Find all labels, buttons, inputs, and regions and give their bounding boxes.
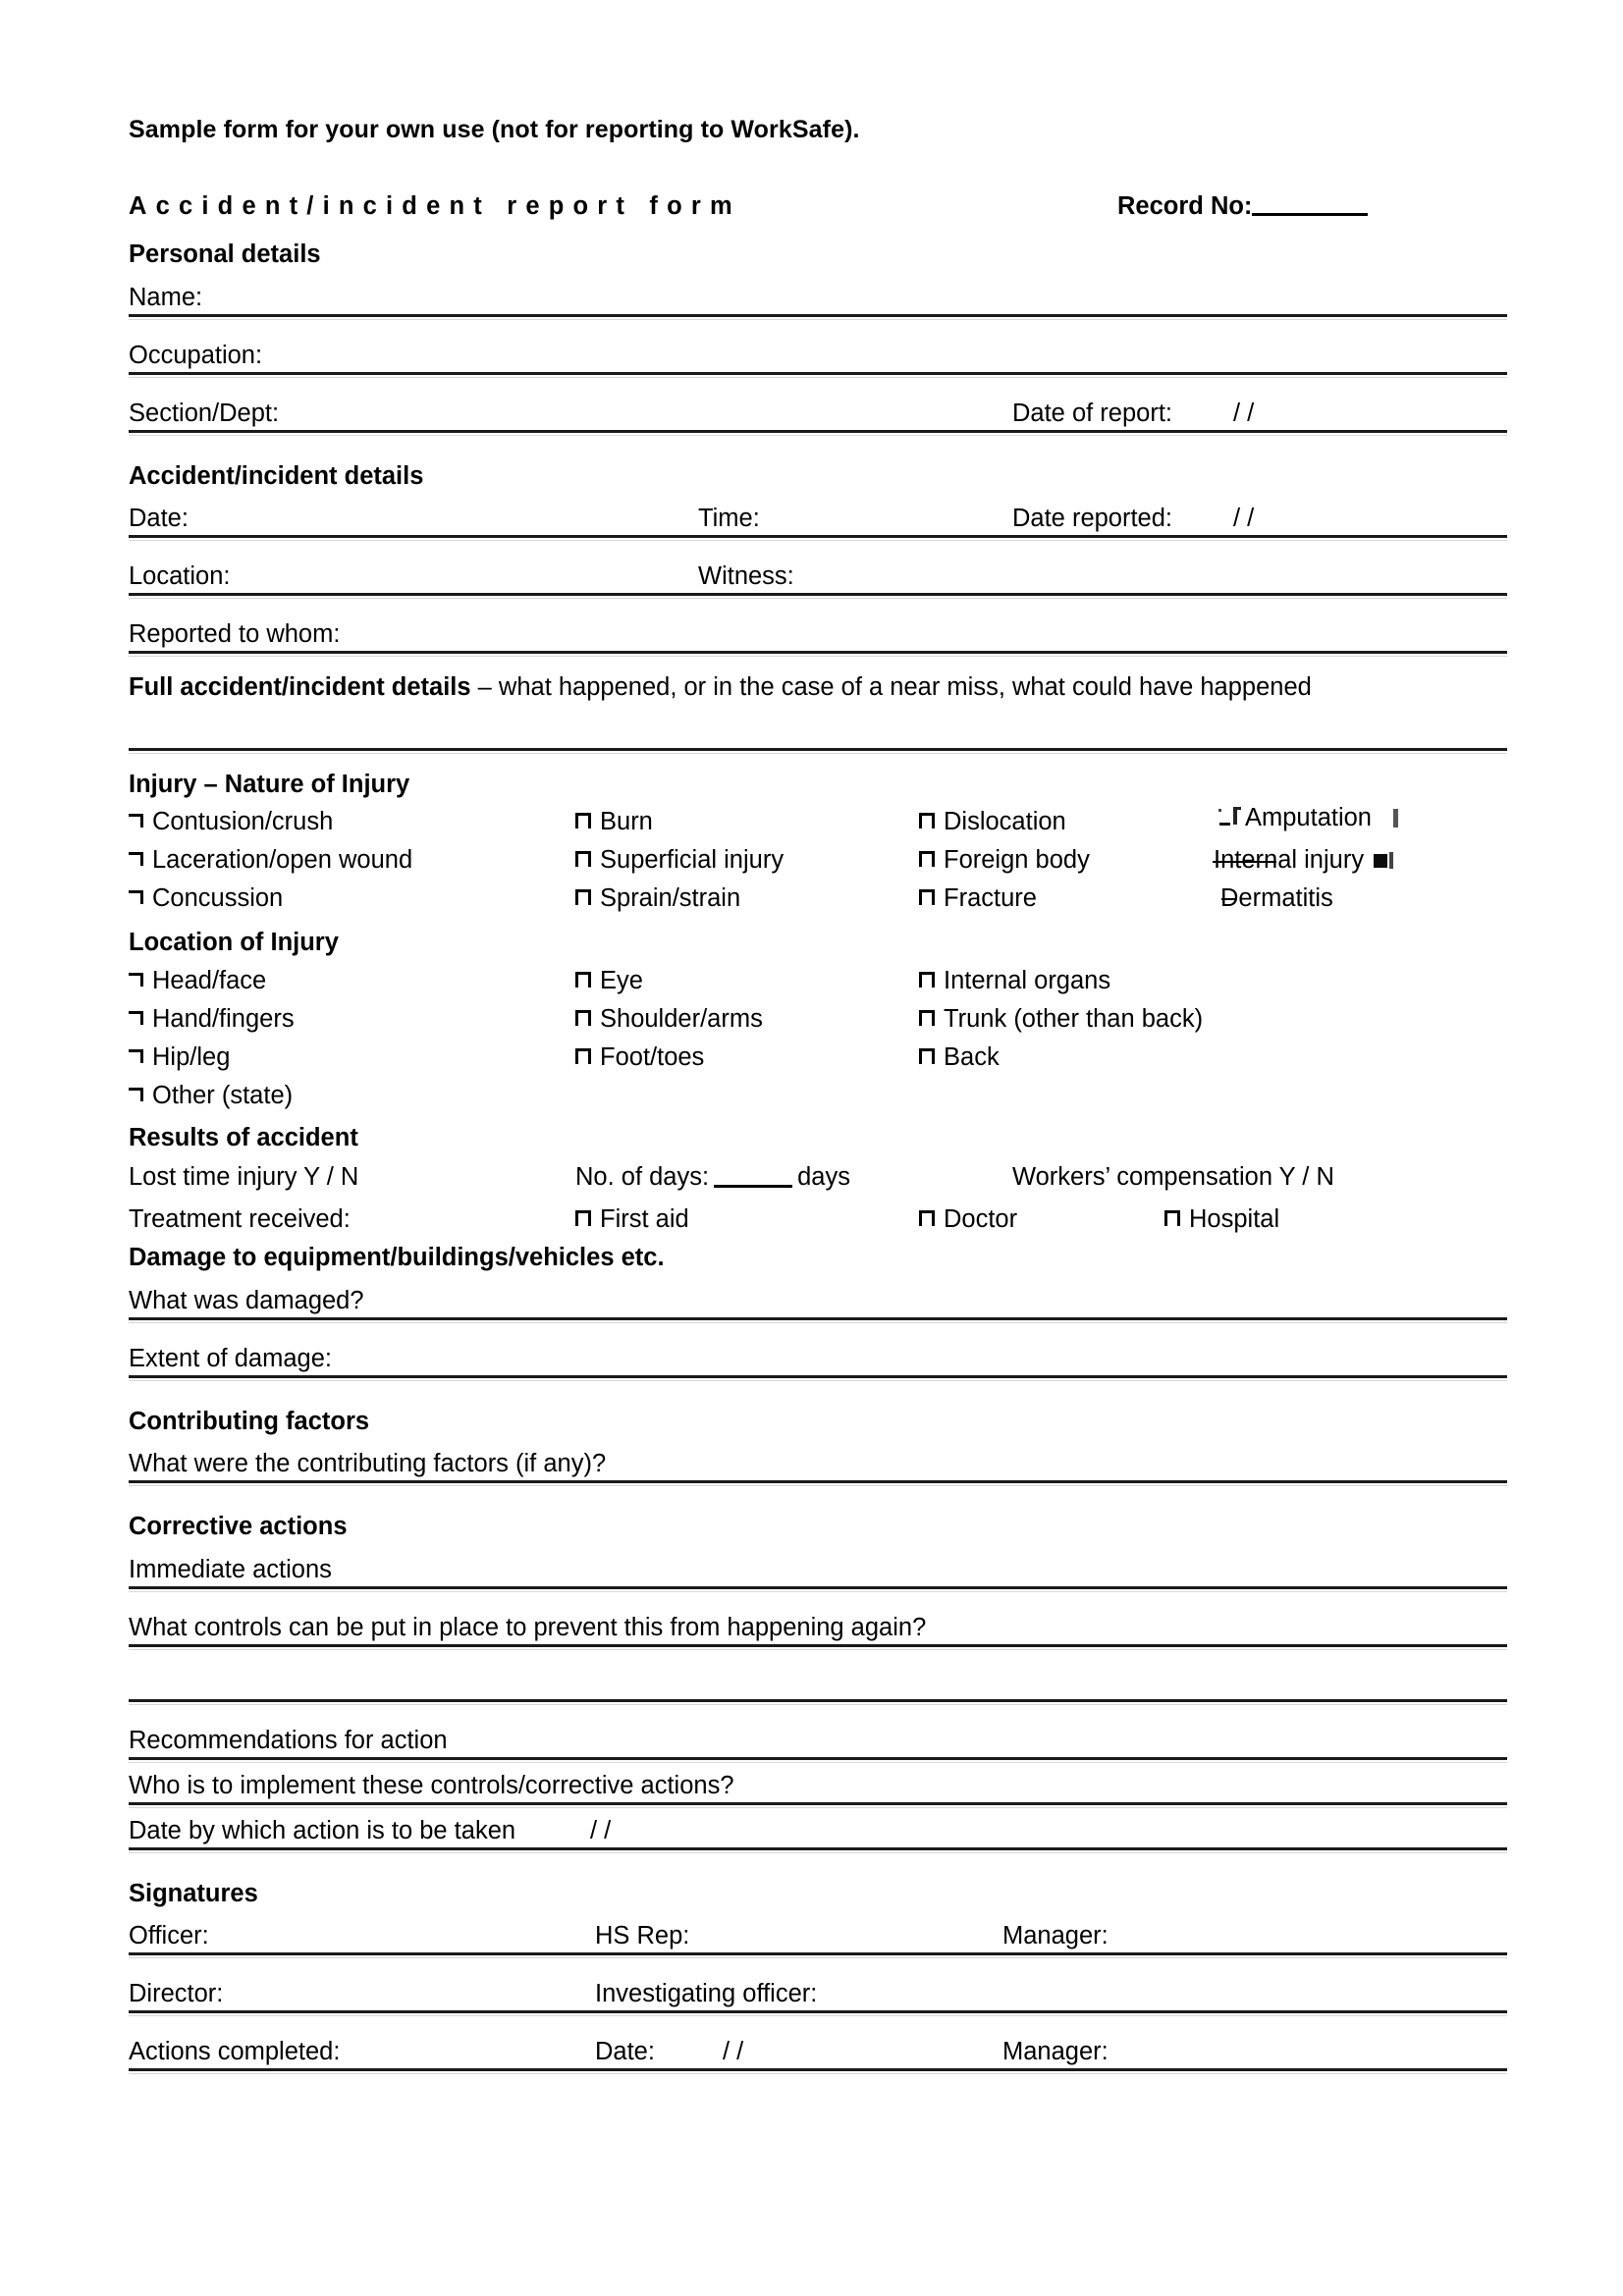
- signatures-row-1[interactable]: [129, 1919, 1507, 1955]
- checkbox-icon[interactable]: [919, 1048, 935, 1064]
- checkbox-internal-organs[interactable]: [919, 967, 1110, 995]
- location-witness-rule: [129, 593, 1507, 596]
- location-witness-field-row[interactable]: [129, 560, 1507, 596]
- corrective-actions-heading: Corrective actions: [129, 1513, 348, 1540]
- checkbox-label: Trunk (other than back): [944, 1004, 1204, 1033]
- extent-of-damage-row[interactable]: [129, 1342, 1507, 1378]
- checkbox-foot-toes[interactable]: [575, 1043, 704, 1072]
- location-label: Location:: [129, 562, 231, 590]
- location-of-injury-row-4: [129, 1082, 1507, 1120]
- checkbox-label: Dermatitis: [1220, 884, 1333, 912]
- nature-of-injury-row-2: [129, 846, 1507, 884]
- checkbox-head-face[interactable]: [129, 967, 266, 995]
- checkbox-sprain-strain[interactable]: [575, 884, 740, 913]
- reported-to-whom-field-row[interactable]: [129, 617, 1507, 654]
- checkbox-icon[interactable]: [129, 852, 143, 866]
- signatures-rule-3: [129, 2068, 1507, 2071]
- checkbox-label: Internal organs: [944, 966, 1111, 994]
- nature-of-injury-heading: Injury – Nature of Injury: [129, 770, 410, 798]
- accident-details-heading: Accident/incident details: [129, 461, 424, 490]
- glitched-checkbox-icon[interactable]: [1218, 807, 1243, 827]
- checkbox-hand-fingers[interactable]: [129, 1005, 295, 1034]
- checkbox-hospital[interactable]: [1164, 1205, 1279, 1234]
- signature-date-value[interactable]: / /: [723, 2038, 744, 2065]
- damage-heading: Damage to equipment/buildings/vehicles etc.: [129, 1244, 665, 1271]
- checkbox-icon[interactable]: [129, 1011, 143, 1025]
- checkbox-label: Amputation: [1245, 804, 1372, 831]
- checkbox-icon[interactable]: [919, 972, 935, 988]
- checkbox-label: Hand/fingers: [152, 1004, 295, 1033]
- checkbox-icon[interactable]: [919, 851, 935, 867]
- occupation-rule: [129, 372, 1507, 375]
- date-action-row[interactable]: [129, 1814, 1507, 1850]
- location-of-injury-row-2: [129, 1005, 1507, 1043]
- nature-of-injury-row-3: [129, 884, 1507, 923]
- checkbox-internal-injury[interactable]: [1214, 846, 1395, 875]
- name-rule: [129, 314, 1507, 317]
- occupation-field-row[interactable]: [129, 339, 1507, 375]
- checkbox-superficial-injury[interactable]: [575, 846, 784, 875]
- investigating-officer-label: Investigating officer:: [595, 1980, 818, 2007]
- extent-of-damage-label: Extent of damage:: [129, 1344, 332, 1372]
- controls-question-row[interactable]: [129, 1611, 1507, 1647]
- checkbox-label: Dislocation: [944, 808, 1066, 835]
- contributing-factors-heading: Contributing factors: [129, 1407, 370, 1435]
- recommendations-row[interactable]: [129, 1724, 1507, 1760]
- checkbox-icon[interactable]: [129, 973, 143, 987]
- days-suffix: days: [797, 1163, 850, 1191]
- section-dept-field-row[interactable]: [129, 397, 1507, 433]
- date-of-report-label: Date of report:: [1012, 399, 1172, 427]
- director-label: Director:: [129, 1980, 224, 2007]
- checkbox-label: Concussion: [152, 884, 284, 912]
- controls-question-label: What controls can be put in place to prevent this from happening again?: [129, 1613, 927, 1641]
- witness-label: Witness:: [698, 562, 794, 590]
- checkbox-label: Internal injury: [1214, 846, 1365, 874]
- full-details-prompt: [129, 675, 1507, 701]
- checkbox-trunk-other-than-back[interactable]: [919, 1005, 1203, 1034]
- form-content: [129, 116, 1507, 2071]
- checkbox-icon[interactable]: [919, 1010, 935, 1026]
- officer-label: Officer:: [129, 1922, 209, 1949]
- checkbox-dislocation[interactable]: [919, 808, 1066, 836]
- time-label: Time:: [698, 505, 760, 532]
- record-no-blank[interactable]: [1252, 213, 1368, 216]
- no-of-days-label: No. of days:: [575, 1163, 710, 1191]
- signatures-row-2[interactable]: [129, 1977, 1507, 2013]
- checkbox-hip-leg[interactable]: [129, 1043, 230, 1072]
- checkbox-amputation[interactable]: [1218, 804, 1398, 832]
- checkbox-icon[interactable]: [129, 1088, 143, 1101]
- hs-rep-label: HS Rep:: [595, 1922, 690, 1949]
- nature-of-injury-row-1: [129, 804, 1507, 846]
- date-action-rule: [129, 1847, 1507, 1850]
- checkbox-label: Doctor: [944, 1205, 1018, 1233]
- controls-write-area[interactable]: [129, 1647, 1507, 1699]
- immediate-actions-row[interactable]: [129, 1553, 1507, 1589]
- date-time-rule: [129, 535, 1507, 538]
- recommendations-rule: [129, 1757, 1507, 1760]
- controls-extra-rule: [129, 1699, 1507, 1702]
- results-of-accident-heading: Results of accident: [129, 1123, 358, 1151]
- date-reported-value[interactable]: / /: [1233, 505, 1255, 532]
- contributing-factors-row[interactable]: [129, 1447, 1507, 1483]
- location-of-injury-heading: Location of Injury: [129, 929, 339, 956]
- no-of-days-blank[interactable]: [714, 1185, 792, 1188]
- sample-form-note: Sample form for your own use (not for reporting to WorkSafe).: [129, 116, 860, 143]
- name-label: Name:: [129, 283, 203, 311]
- results-row-1: [129, 1163, 1507, 1205]
- checkbox-back[interactable]: [919, 1043, 1000, 1072]
- what-was-damaged-rule: [129, 1317, 1507, 1320]
- checkbox-label: Foreign body: [944, 846, 1090, 874]
- checkbox-label: Foot/toes: [600, 1042, 705, 1071]
- recommendations-label: Recommendations for action: [129, 1726, 448, 1754]
- checkbox-icon[interactable]: [129, 890, 143, 904]
- checkbox-other-state[interactable]: [129, 1082, 293, 1110]
- signatures-heading: Signatures: [129, 1879, 258, 1907]
- signatures-row-3[interactable]: [129, 2035, 1507, 2071]
- checkbox-laceration-open-wound[interactable]: [129, 846, 412, 875]
- name-field-row[interactable]: [129, 281, 1507, 317]
- checkbox-label: Head/face: [152, 966, 267, 994]
- lost-time-injury-field[interactable]: Lost time injury Y / N: [129, 1163, 359, 1191]
- checkbox-icon[interactable]: [575, 1048, 591, 1064]
- checkbox-label: Shoulder/arms: [600, 1004, 763, 1033]
- date-of-report-value[interactable]: / /: [1233, 399, 1255, 427]
- form-title: Accident/incident report form: [129, 192, 741, 220]
- who-implements-row[interactable]: [129, 1769, 1507, 1805]
- date-label: Date:: [129, 505, 189, 532]
- checkbox-eye[interactable]: [575, 967, 643, 995]
- reported-to-whom-rule: [129, 651, 1507, 654]
- checkbox-icon[interactable]: [129, 1049, 143, 1063]
- manager2-label: Manager:: [1002, 2038, 1109, 2065]
- checkbox-contusion-crush[interactable]: [129, 808, 333, 836]
- checkbox-icon[interactable]: [129, 814, 143, 828]
- treatment-received-label: Treatment received:: [129, 1205, 351, 1233]
- checkbox-label: First aid: [600, 1205, 689, 1233]
- checkbox-first-aid[interactable]: [575, 1205, 689, 1234]
- checkbox-label: Laceration/open wound: [152, 846, 413, 874]
- what-was-damaged-label: What was damaged?: [129, 1286, 364, 1314]
- checkbox-label: Hip/leg: [152, 1042, 231, 1071]
- glitched-checkbox-icon[interactable]: [1374, 852, 1395, 870]
- checkbox-icon[interactable]: [575, 1210, 591, 1226]
- results-row-2: [129, 1205, 1507, 1246]
- checkbox-icon[interactable]: [919, 813, 935, 828]
- checkbox-shoulder-arms[interactable]: [575, 1005, 763, 1034]
- immediate-actions-rule: [129, 1586, 1507, 1589]
- full-details-bold: Full accident/incident details: [129, 673, 471, 701]
- checkbox-label: Sprain/strain: [600, 884, 741, 912]
- reported-to-whom-label: Reported to whom:: [129, 620, 341, 648]
- personal-details-heading: Personal details: [129, 240, 321, 268]
- checkbox-icon[interactable]: [575, 813, 591, 828]
- immediate-actions-label: Immediate actions: [129, 1555, 332, 1583]
- contributing-factors-rule: [129, 1480, 1507, 1483]
- checkbox-burn[interactable]: [575, 808, 653, 836]
- signature-date-label: Date:: [595, 2038, 655, 2065]
- checkbox-label: Fracture: [944, 884, 1037, 912]
- checkbox-label: Contusion/crush: [152, 808, 334, 835]
- full-details-rest: – what happened, or in the case of a near miss, what could have happened: [470, 673, 1312, 701]
- full-details-rule: [129, 748, 1507, 751]
- date-time-field-row[interactable]: [129, 502, 1507, 538]
- checkbox-fracture[interactable]: [919, 884, 1037, 913]
- location-of-injury-row-1: [129, 967, 1507, 1005]
- manager-label: Manager:: [1002, 1922, 1109, 1949]
- checkbox-label: Superficial injury: [600, 846, 784, 874]
- section-dept-rule: [129, 430, 1507, 433]
- full-details-write-area[interactable]: [129, 701, 1507, 748]
- record-no-label: Record No:: [1117, 192, 1253, 220]
- signatures-rule-1: [129, 1952, 1507, 1955]
- checkbox-foreign-body[interactable]: [919, 846, 1090, 875]
- contributing-factors-question: What were the contributing factors (if any)?: [129, 1450, 607, 1477]
- section-dept-label: Section/Dept:: [129, 399, 280, 427]
- no-of-days-field[interactable]: [575, 1163, 850, 1192]
- checkbox-icon[interactable]: [575, 851, 591, 867]
- date-reported-label: Date reported:: [1012, 505, 1173, 532]
- date-action-value[interactable]: / /: [590, 1816, 612, 1844]
- checkbox-icon[interactable]: [575, 1010, 591, 1026]
- occupation-label: Occupation:: [129, 341, 263, 369]
- checkbox-icon[interactable]: [919, 1210, 935, 1226]
- who-implements-rule: [129, 1802, 1507, 1805]
- checkbox-label: Eye: [600, 966, 643, 994]
- checkbox-label: Hospital: [1189, 1205, 1280, 1233]
- checkbox-doctor[interactable]: [919, 1205, 1017, 1234]
- what-was-damaged-row[interactable]: [129, 1284, 1507, 1320]
- checkbox-icon[interactable]: [575, 972, 591, 988]
- controls-question-rule: [129, 1644, 1507, 1647]
- location-of-injury-row-3: [129, 1043, 1507, 1082]
- extent-of-damage-rule: [129, 1375, 1507, 1378]
- workers-compensation-field[interactable]: Workers’ compensation Y / N: [1012, 1163, 1334, 1191]
- checkbox-dermatitis[interactable]: [1220, 884, 1333, 913]
- checkbox-icon[interactable]: [919, 889, 935, 905]
- title-row: [129, 187, 1507, 221]
- glitch-artifact-icon: [1393, 809, 1398, 828]
- date-action-label: Date by which action is to be taken: [129, 1816, 516, 1844]
- actions-completed-label: Actions completed:: [129, 2038, 341, 2065]
- checkbox-concussion[interactable]: [129, 884, 283, 913]
- checkbox-icon[interactable]: [1164, 1210, 1180, 1226]
- checkbox-label: Back: [944, 1042, 1000, 1071]
- who-implements-label: Who is to implement these controls/corrective actions?: [129, 1771, 734, 1799]
- checkbox-label: Other (state): [152, 1081, 294, 1109]
- checkbox-label: Burn: [600, 808, 653, 835]
- checkbox-icon[interactable]: [575, 889, 591, 905]
- record-no-field[interactable]: [1117, 192, 1368, 221]
- signatures-rule-2: [129, 2010, 1507, 2013]
